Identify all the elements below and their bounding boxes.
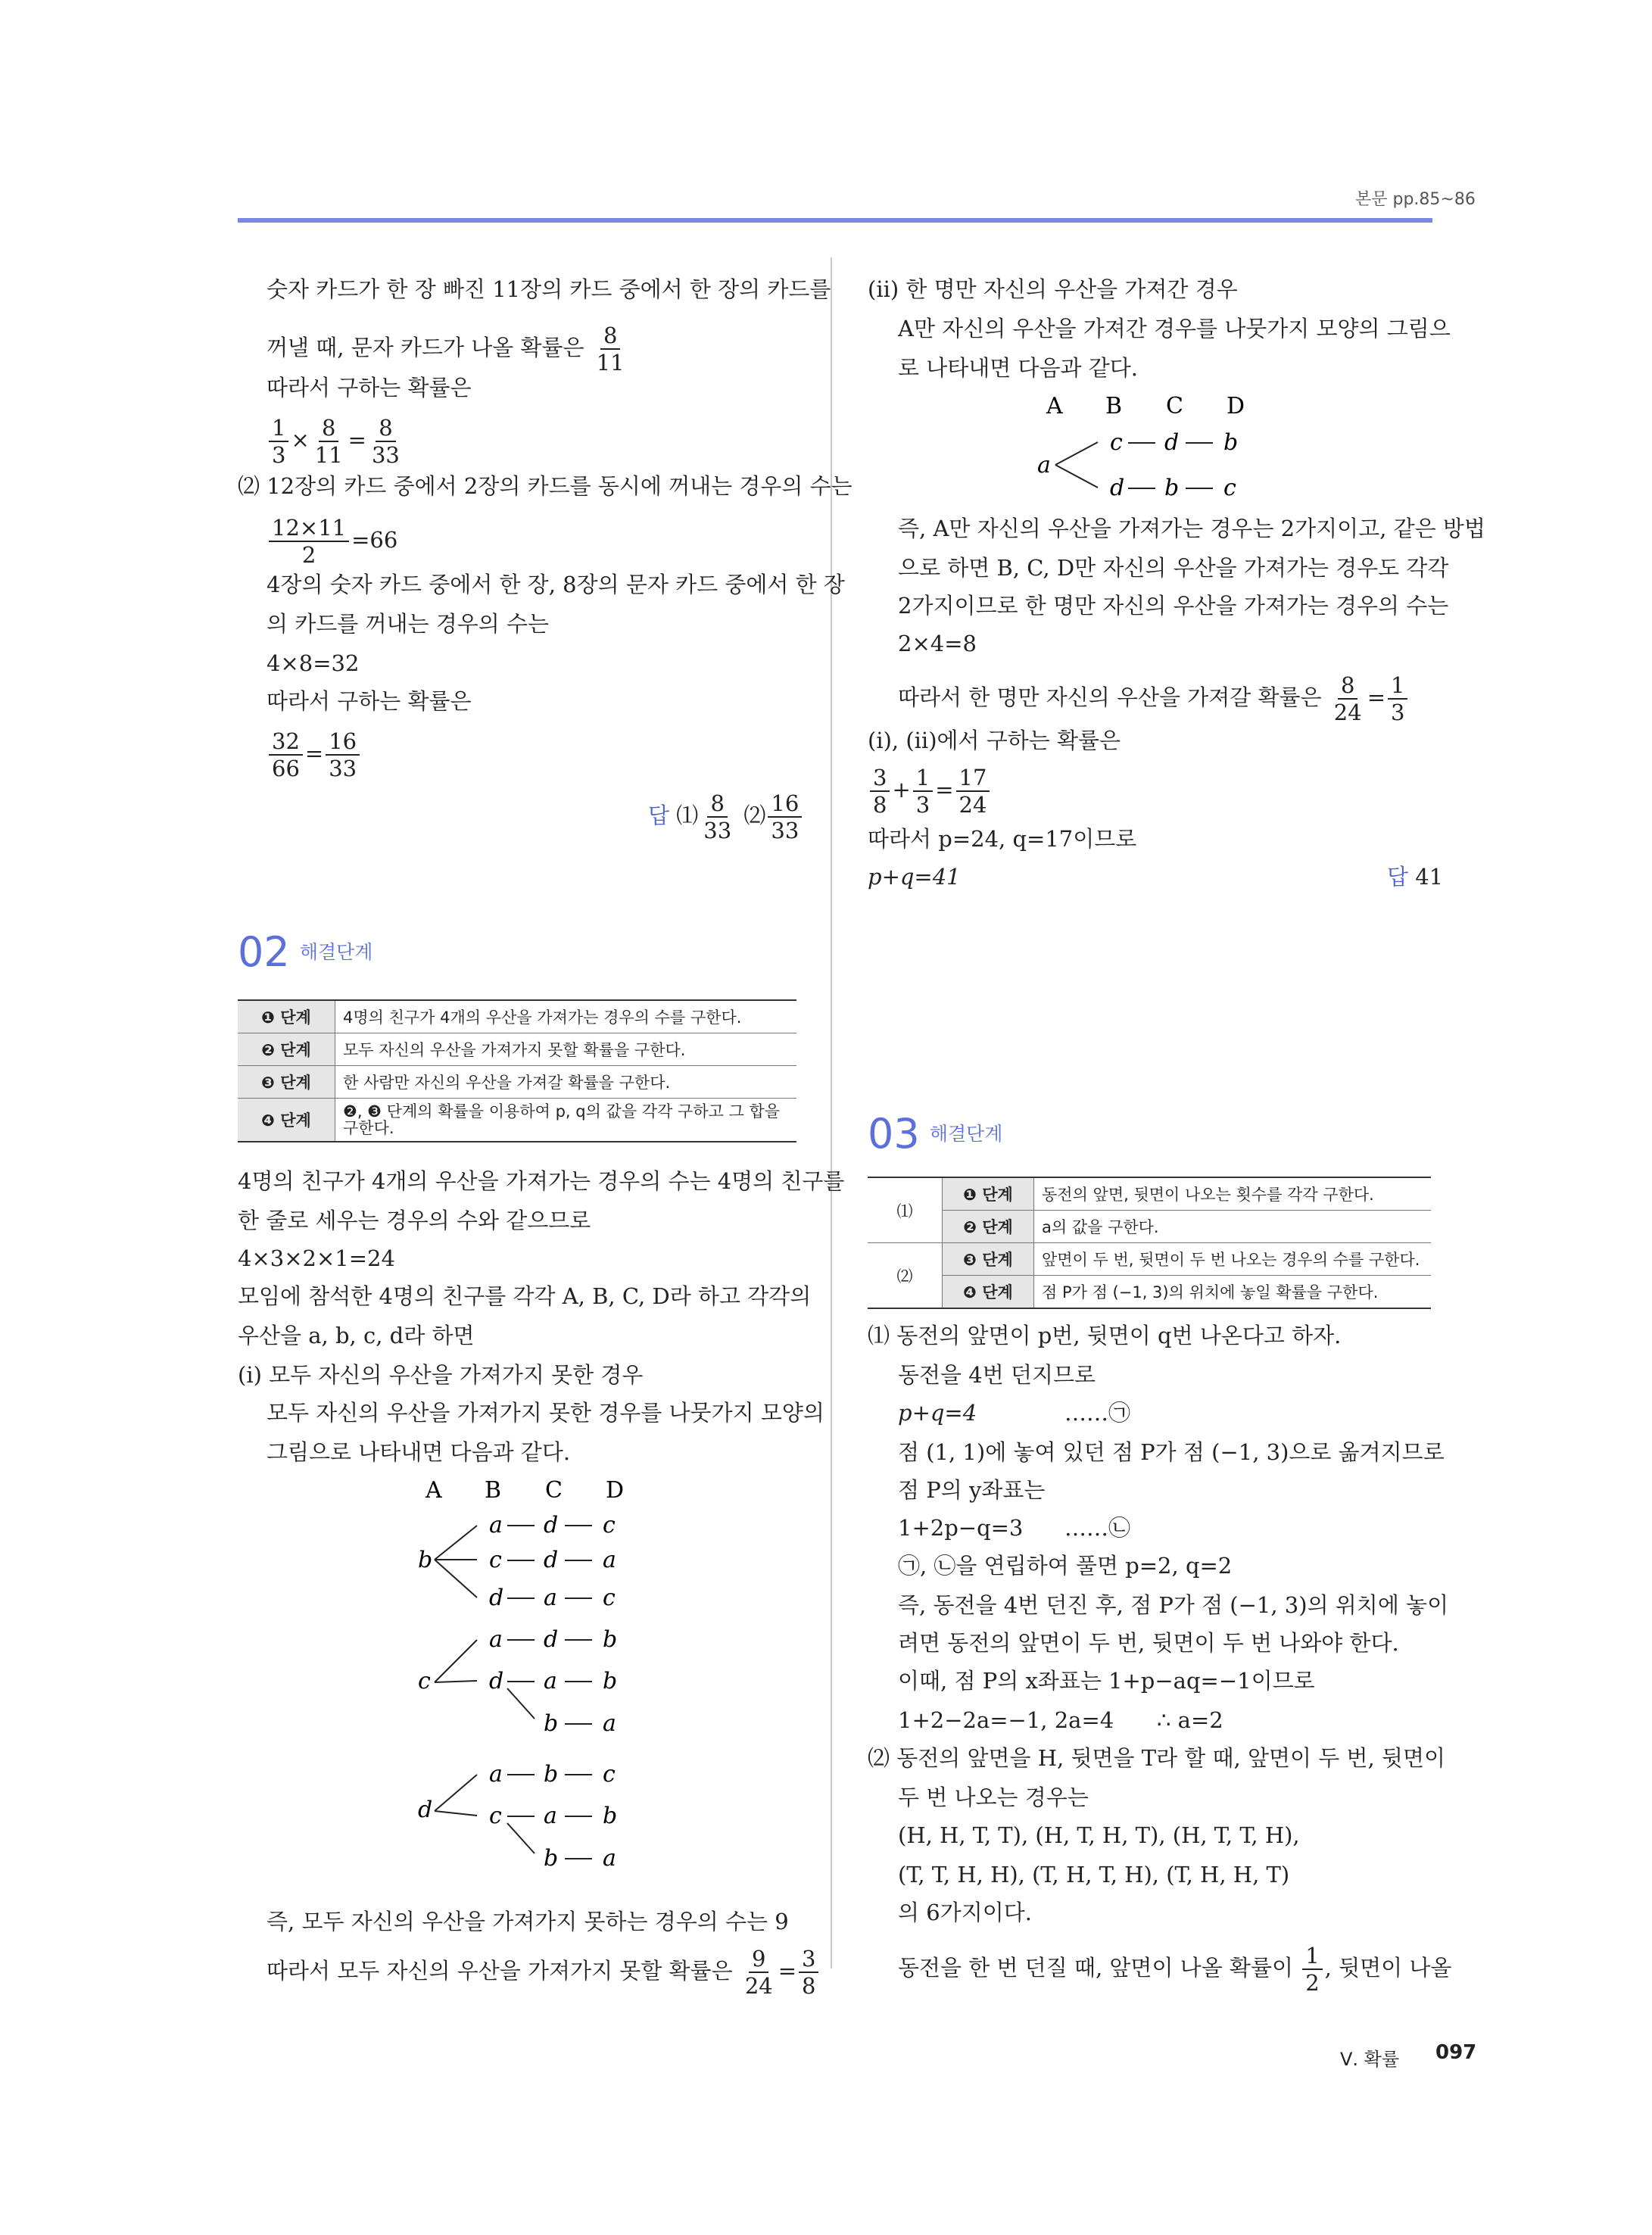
tree-node: a (544, 1668, 557, 1694)
tree-node: c (603, 1761, 616, 1788)
tree-node: b (544, 1710, 559, 1737)
tree-node: a (489, 1512, 503, 1538)
step-row: ❷ 단계 모두 자신의 우산을 가져가지 못할 확률을 구한다. (238, 1033, 796, 1066)
answer-2: 답 41 (1387, 864, 1444, 890)
column-divider (831, 257, 832, 1968)
tree-node: b (544, 1845, 559, 1872)
sec03-text-1: ⑴ 동전의 앞면이 p번, 뒷면이 q번 나온다고 하자. (868, 1323, 1342, 1348)
step-row: ❹ 단계 점 P가 점 (−1, 3)의 위치에 놓일 확률을 구한다. (868, 1276, 1431, 1309)
tree-header: A (425, 1477, 442, 1504)
tree-node: a (544, 1585, 557, 1611)
sec03-text-12: ⑵ 동전의 앞면을 H, 뒷면을 T라 할 때, 앞면이 두 번, 뒷면이 (868, 1745, 1445, 1771)
tree-header: B (1105, 393, 1123, 419)
tree-node: c (489, 1803, 502, 1829)
tree-node: a (489, 1626, 503, 1653)
sec02-text-2: 한 줄로 세우는 경우의 수와 같으므로 (238, 1208, 591, 1233)
right-text-2: A만 자신의 우산을 가져간 경우를 나뭇가지 모양의 그림으 (898, 316, 1451, 341)
section-03-heading (868, 1110, 1002, 1158)
sec03-text-5: 점 P의 y좌표는 (898, 1477, 1046, 1503)
sec03-text-10: 이때, 점 P의 x좌표는 1+p−aq=−1이므로 (898, 1668, 1315, 1694)
sec02-text-9: 즉, 모두 자신의 우산을 가져가지 못하는 경우의 수는 9 (267, 1909, 789, 1934)
left-text-1: 숫자 카드가 한 장 빠진 11장의 카드 중에서 한 장의 카드를 (267, 276, 831, 302)
left-text-3: 따라서 구하는 확률은 (267, 375, 472, 401)
step-row: ❸ 단계 한 사람만 자신의 우산을 가져갈 확률을 구한다. (238, 1066, 796, 1099)
sec03-text-6: 1+2p−q=3 (898, 1515, 1024, 1541)
tree-node: a (603, 1710, 616, 1737)
right-text-8: 따라서 한 명만 자신의 우산을 가져갈 확률은 $\frac{8}{24}$ = $\frac{1}{3}$ (898, 672, 1410, 725)
tree-node: d (544, 1547, 559, 1573)
right-text-3: 로 나타내면 다음과 같다. (898, 355, 1139, 381)
tree-diagram-one-own (1037, 388, 1280, 509)
sec03-text-13: 두 번 나오는 경우는 (898, 1785, 1089, 1810)
sec02-text-7: 모두 자신의 우산을 가져가지 못한 경우를 나뭇가지 모양의 (267, 1400, 824, 1426)
footer-chapter: Ⅴ. 확률 (1340, 2049, 1400, 2070)
step-row: ⑴ ❶ 단계 동전의 앞면, 뒷면이 나오는 횟수를 각각 구한다. (868, 1177, 1431, 1211)
step-row: ❷ 단계 a의 값을 구한다. (868, 1211, 1431, 1243)
tree-node: b (544, 1761, 559, 1788)
sec02-text-8: 그림으로 나타내면 다음과 같다. (267, 1439, 571, 1465)
tree-diagram-derangements (394, 1469, 666, 1900)
equation-tag: ……㉠ (1064, 1400, 1131, 1426)
page-reference: 본문 pp.85~86 (1355, 190, 1476, 209)
step-row: ❹ 단계 ❷, ❸ 단계의 확률을 이용하여 p, q의 값을 각각 구하고 그 합을 구한다. (238, 1099, 796, 1142)
left-text-7: 4×8=32 (267, 650, 360, 676)
tree-node: d (1164, 429, 1180, 456)
sec03-text-3: p+q=4 (898, 1400, 977, 1426)
header-rule (238, 218, 1432, 223)
right-text-4: 즉, A만 자신의 우산을 가져가는 경우는 2가지이고, 같은 방법 (898, 516, 1485, 541)
tree-header: A (1046, 393, 1063, 419)
section-number: 03 (868, 1110, 920, 1158)
tree-node: b (418, 1547, 433, 1573)
tree-node: d (489, 1668, 504, 1694)
tree-node: d (544, 1512, 559, 1538)
left-text-5: 4장의 숫자 카드 중에서 한 장, 8장의 문자 카드 중에서 한 장 (267, 572, 845, 597)
tree-node: b (603, 1803, 618, 1829)
sec03-text-4: 점 (1, 1)에 놓여 있던 점 P가 점 (−1, 3)으로 옮겨지므로 (898, 1439, 1445, 1465)
sec03-text-14: (H, H, T, T), (H, T, H, T), (H, T, T, H), (898, 1822, 1300, 1848)
tree-node: d (1110, 475, 1125, 501)
fraction: $\frac{8}{11}$ (596, 323, 625, 376)
right-text-5: 으로 하면 B, C, D만 자신의 우산을 가져가는 경우도 각각 (898, 555, 1449, 581)
tree-header: D (1227, 393, 1245, 419)
sec02-text-10: 따라서 모두 자신의 우산을 가져가지 못할 확률은 $\frac{9}{24}$ = $\frac{3}{8}$ (267, 1946, 821, 1999)
tree-node: b (1164, 475, 1180, 501)
sec02-text-3: 4×3×2×1=24 (238, 1245, 395, 1271)
tree-header: C (545, 1477, 563, 1504)
sec03-text-17: 동전을 한 번 던질 때, 앞면이 나올 확률이 $\frac{1}{2}$ , 뒷면이 나올 (898, 1943, 1452, 1996)
tree-node: c (1223, 475, 1236, 501)
tree-node: c (1110, 429, 1123, 456)
section-title: 해결단계 (299, 941, 373, 963)
tree-node: b (1223, 429, 1239, 456)
equation-tag: ……㉡ (1064, 1515, 1131, 1541)
section-02-heading (238, 928, 372, 976)
tree-node: d (489, 1585, 504, 1611)
left-text-4: ⑵ 12장의 카드 중에서 2장의 카드를 동시에 꺼내는 경우의 수는 (238, 473, 852, 499)
equation-2: $\frac{12\times 11}{2}$ =66 (267, 515, 397, 568)
tree-node: a (603, 1547, 616, 1573)
tree-node: b (603, 1626, 618, 1653)
sec02-text-4: 모임에 참석한 4명의 친구를 각각 A, B, C, D라 하고 각각의 (238, 1283, 812, 1309)
tree-node: c (418, 1668, 431, 1694)
tree-header: D (606, 1477, 625, 1504)
left-text-8: 따라서 구하는 확률은 (267, 688, 472, 714)
right-text-6: 2가지이므로 한 명만 자신의 우산을 가져가는 경우의 수는 (898, 593, 1449, 619)
sec02-text-6: (ⅰ) 모두 자신의 우산을 가져가지 못한 경우 (238, 1362, 644, 1388)
sec03-text-2: 동전을 4번 던지므로 (898, 1362, 1096, 1388)
tree-node: b (603, 1668, 618, 1694)
tree-node: a (544, 1803, 557, 1829)
tree-header: B (485, 1477, 502, 1504)
right-text-12: p+q=41 (868, 864, 961, 890)
right-text-9: (ⅰ), (ⅱ)에서 구하는 확률은 (868, 728, 1121, 753)
step-row: ❶ 단계 4명의 친구가 4개의 우산을 가져가는 경우의 수를 구한다. (238, 1000, 796, 1033)
tree-node: a (489, 1761, 503, 1788)
sec03-text-15: (T, T, H, H), (T, H, T, H), (T, H, H, T) (898, 1862, 1290, 1887)
tree-node: d (544, 1626, 559, 1653)
sec03-therefore: ∴ a=2 (1157, 1707, 1223, 1733)
sec03-text-9: 려면 동전의 앞면이 두 번, 뒷면이 두 번 나와야 한다. (898, 1630, 1399, 1656)
right-text-11: 따라서 p=24, q=17이므로 (868, 826, 1137, 852)
section-title: 해결단계 (929, 1123, 1003, 1145)
sec02-text-1: 4명의 친구가 4개의 우산을 가져가는 경우의 수는 4명의 친구를 (238, 1168, 845, 1194)
left-text-6: 의 카드를 꺼내는 경우의 수는 (267, 611, 550, 637)
tree-header: C (1166, 393, 1183, 419)
tree-node: c (489, 1547, 502, 1573)
page-number: 097 (1435, 2041, 1477, 2064)
left-text-2: 꺼낼 때, 문자 카드가 나올 확률은 $\frac{8}{11}$ (267, 323, 630, 376)
sec03-text-8: 즉, 동전을 4번 던진 후, 점 P가 점 (−1, 3)의 위치에 놓이 (898, 1592, 1449, 1618)
tree-node: a (603, 1845, 616, 1872)
tree-node: c (603, 1512, 616, 1538)
right-text-7: 2×4=8 (898, 631, 977, 656)
equation-3: $\frac{32}{66}$ = $\frac{16}{33}$ (267, 728, 362, 781)
step-row: ⑵ ❸ 단계 앞면이 두 번, 뒷면이 두 번 나오는 경우의 수를 구한다. (868, 1243, 1431, 1276)
sec03-text-16: 의 6가지이다. (898, 1900, 1032, 1925)
tree-node: c (603, 1585, 616, 1611)
section-03-steps-table (868, 1177, 1431, 1309)
tree-node: a (1037, 452, 1051, 478)
equation-1: $\frac{1}{3}$ × $\frac{8}{11}$ = $\frac{8}{33}$ (267, 415, 405, 468)
answer-1: 답 ⑴ $\frac{8}{33}$ ⑵ $\frac{16}{33}$ (648, 790, 804, 843)
right-text-1: (ⅱ) 한 명만 자신의 우산을 가져간 경우 (868, 276, 1238, 302)
sec03-text-7: ㉠, ㉡을 연립하여 풀면 p=2, q=2 (898, 1553, 1233, 1579)
sec03-text-11: 1+2−2a=−1, 2a=4 (898, 1707, 1114, 1733)
section-02-steps-table (238, 999, 796, 1142)
sec02-text-5: 우산을 a, b, c, d라 하면 (238, 1323, 475, 1348)
section-number: 02 (238, 928, 290, 976)
tree-node: d (418, 1797, 433, 1823)
equation-4: $\frac{3}{8}$ + $\frac{1}{3}$ = $\frac{17}{24}$ (868, 765, 992, 818)
